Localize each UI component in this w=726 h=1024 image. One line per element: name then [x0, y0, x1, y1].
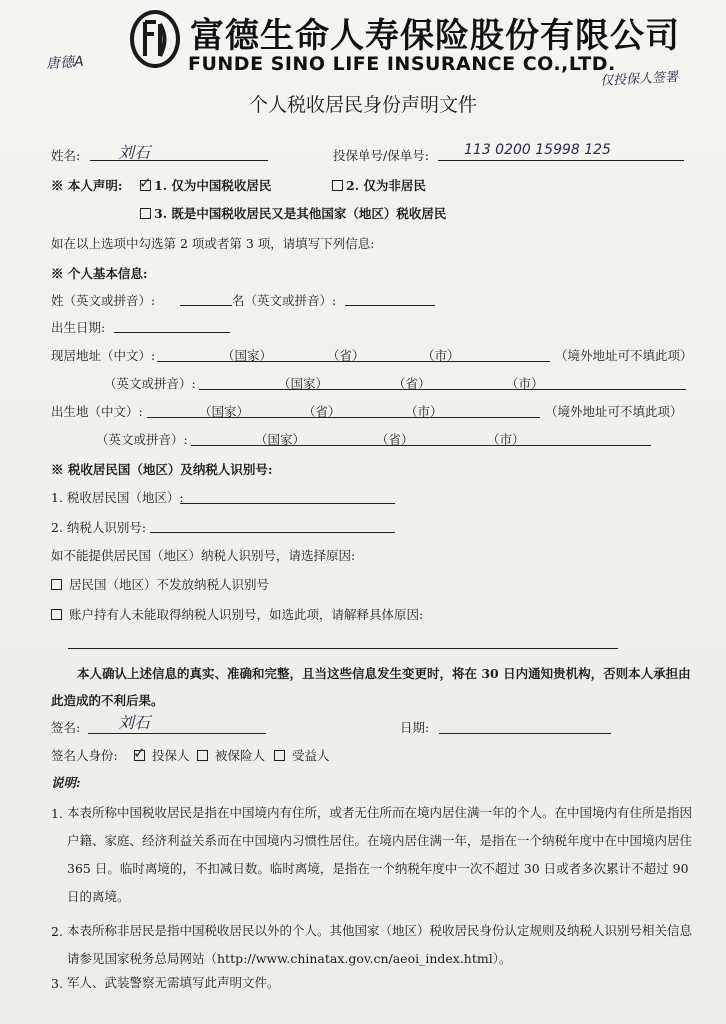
current-en-city-tag: （市）	[506, 376, 544, 391]
tax-info-heading: ※ 税收居民国（地区）及纳税人识别号:	[51, 462, 273, 477]
company-name-cn: 富德生命人寿保险股份有限公司	[190, 16, 680, 56]
current-en-province-tag: （省）	[393, 376, 431, 391]
role-beneficiary[interactable]	[274, 746, 330, 764]
birth-province-tag: （省）	[303, 404, 341, 419]
tin-field[interactable]	[150, 532, 395, 533]
current-city-tag: （市）	[422, 348, 460, 363]
check-mark-icon: ✓	[133, 744, 146, 762]
company-name-en: FUNDE SINO LIFE INSURANCE CO.,LTD.	[188, 53, 616, 75]
note-1-text: 本表所称中国税收居民是指在中国境内有住所，或者无住所而在境内居住满一年的个人。在中国境内有住所是指因户籍、家庭、经济利益关系而在中国境内习惯性居住。在境内居住满一年，是指在一个纳税年度中在中国境内居住 365 日。临时离境的，不扣减日数。临时离境，是指在一个纳税年度中一次不超过 30 日或者多次累计不超过 90 日的离境。	[67, 805, 693, 904]
logo-mark-icon	[136, 16, 174, 62]
given-name-field[interactable]	[345, 305, 435, 306]
tax-country-label: 1. 税收居民国（地区）:	[51, 490, 184, 505]
birth-en-province-tag: （省）	[376, 432, 414, 447]
tin-label: 2. 纳税人识别号:	[51, 520, 147, 535]
signature-line	[88, 733, 266, 734]
name-label: 姓名:	[51, 148, 81, 163]
role-policyholder-label: 投保人	[151, 748, 190, 763]
check-mark-icon: ✓	[139, 174, 152, 192]
current-country-tag: （国家）	[222, 348, 273, 363]
declaration-label: ※ 本人声明:	[51, 178, 123, 193]
birth-country-tag: （国家）	[199, 404, 250, 419]
note-2-number: 2.	[51, 924, 63, 939]
current-address-en-field[interactable]	[199, 389, 686, 390]
notes-heading: 说明:	[51, 775, 81, 790]
checkbox-option-3[interactable]	[140, 208, 151, 219]
reason-2-label: 账户持有人未能取得纳税人识别号，如选此项，请解释具体原因:	[68, 607, 424, 622]
note-2-text: 本表所称非居民是指中国税收居民以外的个人。其他国家（地区）税收居民身份认定规则及纳税人识别号相关信息请参见国家税务总局网站（http://www.chinatax.gov.cn/aeoi_index.html）。	[67, 923, 693, 966]
checkbox-reason-1[interactable]	[51, 579, 62, 590]
document-title: 个人税收居民身份声明文件	[248, 94, 477, 116]
surname-label: 姓（英文或拼音）:	[51, 293, 156, 308]
note-3-number: 3.	[51, 976, 63, 991]
birth-city-tag: （市）	[405, 404, 443, 419]
given-name-label: 名（英文或拼音）:	[232, 293, 337, 308]
dob-label: 出生日期:	[51, 320, 106, 335]
option-1-label: 1. 仅为中国税收居民	[154, 178, 272, 193]
birth-overseas-note: （境外地址可不填此项）	[545, 404, 683, 419]
declaration-instruction: 如在以上选项中勾选第 2 项或者第 3 项，请填写下列信息:	[51, 236, 375, 251]
role-policyholder[interactable]	[134, 746, 190, 764]
signature-label: 签名:	[51, 720, 81, 735]
reason-option-1[interactable]	[51, 575, 269, 593]
birth-en-country-tag: （国家）	[255, 432, 306, 447]
signer-identity-label: 签名人身份:	[51, 748, 118, 763]
checkbox-role-beneficiary[interactable]	[274, 750, 285, 761]
surname-field[interactable]	[180, 305, 232, 306]
current-address-en-label: （英文或拼音）:	[104, 376, 196, 391]
declaration-option-1[interactable]	[140, 176, 271, 194]
checkbox-role-policyholder[interactable]	[133, 744, 146, 762]
basic-info-heading: ※ 个人基本信息:	[51, 266, 148, 281]
note-1-number: 1.	[51, 806, 63, 821]
reason-1-label: 居民国（地区）不发放纳税人识别号	[68, 577, 269, 592]
note-3-text: 军人、武装警察无需填写此声明文件。	[67, 975, 280, 990]
policy-field-line	[438, 160, 684, 161]
company-logo	[130, 10, 180, 68]
handwritten-note-left: 唐德A	[45, 53, 85, 73]
name-field-line	[90, 160, 268, 161]
dob-field[interactable]	[114, 332, 230, 333]
current-address-label: 现居地址（中文）:	[51, 348, 156, 363]
handwritten-note-right: 仅投保人签署	[599, 69, 679, 90]
option-2-label: 2. 仅为非居民	[346, 178, 426, 193]
confirmation-statement: 本人确认上述信息的真实、准确和完整，且当这些信息发生变更时，将在 30 日内通知贵机构，否则本人承担由此造成的不利后果。	[51, 666, 691, 708]
checkbox-role-insured[interactable]	[197, 750, 208, 761]
signature-value[interactable]: 刘石	[118, 713, 151, 732]
birth-en-city-tag: （市）	[487, 432, 525, 447]
role-insured[interactable]	[197, 746, 265, 764]
reason-option-2[interactable]	[51, 605, 423, 623]
checkbox-option-1[interactable]	[139, 174, 152, 192]
date-field[interactable]	[439, 733, 611, 734]
role-insured-label: 被保险人	[214, 748, 265, 763]
current-province-tag: （省）	[327, 348, 365, 363]
date-label: 日期:	[400, 720, 430, 735]
declaration-option-3[interactable]	[140, 204, 446, 222]
current-en-country-tag: （国家）	[278, 376, 329, 391]
birth-place-label: 出生地（中文）:	[51, 404, 143, 419]
tin-reason-prompt: 如不能提供居民国（地区）纳税人识别号，请选择原因:	[51, 548, 356, 563]
name-value[interactable]: 刘石	[118, 143, 151, 162]
policy-label: 投保单号/保单号:	[333, 148, 429, 163]
policy-value[interactable]: 113 0200 15998 125	[464, 142, 611, 158]
reason-explain-field[interactable]	[68, 648, 618, 649]
checkbox-option-2[interactable]	[332, 180, 343, 191]
birth-place-en-label: （英文或拼音）:	[96, 432, 188, 447]
checkbox-reason-2[interactable]	[51, 609, 62, 620]
declaration-option-2[interactable]	[332, 176, 426, 194]
role-beneficiary-label: 受益人	[291, 748, 330, 763]
option-3-label: 3. 既是中国税收居民又是其他国家（地区）税收居民	[154, 206, 447, 221]
tax-country-field[interactable]	[180, 503, 395, 504]
current-overseas-note: （境外地址可不填此项）	[555, 348, 693, 363]
